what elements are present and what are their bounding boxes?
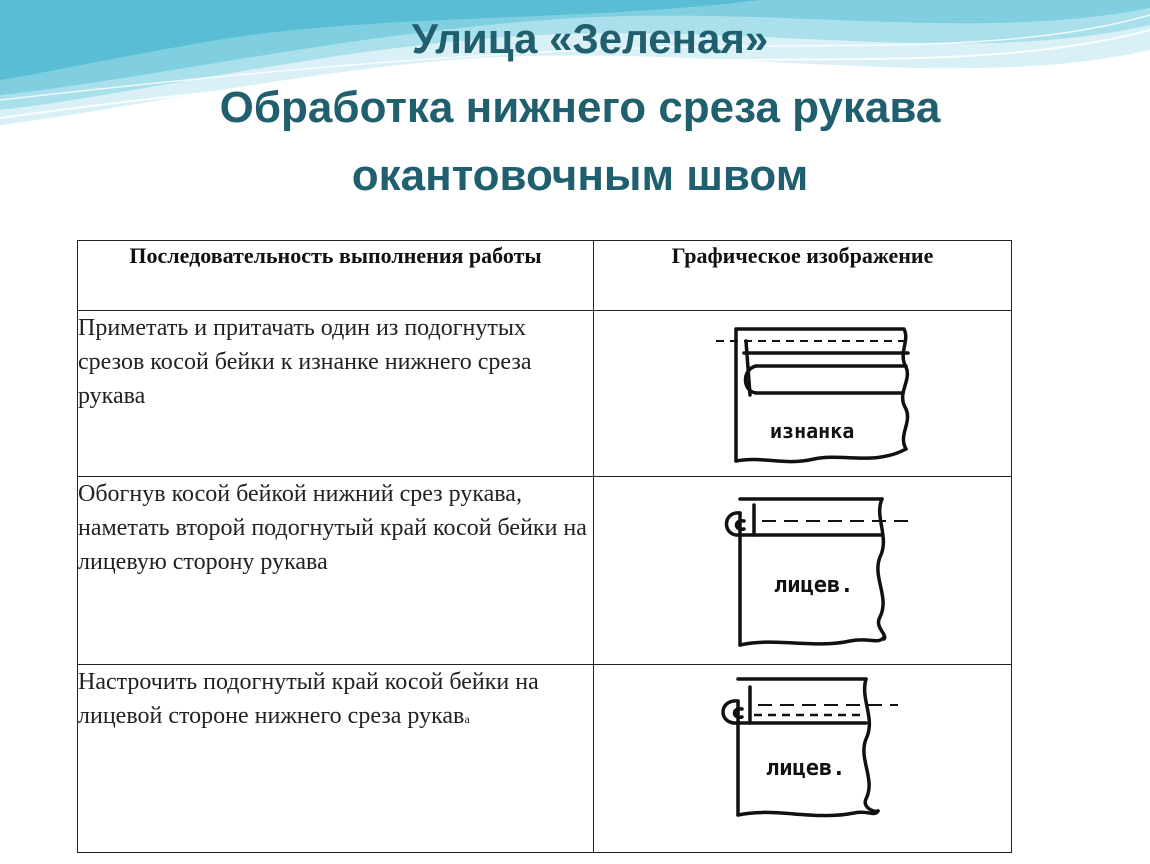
- figure-label-face: лицев.: [774, 573, 854, 598]
- table-row: [78, 311, 1012, 477]
- table-header-row: [78, 241, 1012, 311]
- step-1-text: Приметать и притачать один из подогнутых срезов косой бейки к изнанке нижнего среза рукава: [78, 311, 594, 477]
- header-graphic: Графическое изображение: [594, 241, 1012, 311]
- step-3-text: [78, 665, 594, 853]
- step-2-text: Обогнув косой бейкой нижний срез рукава, наметать второй подогнутый край косой бейки на лицевую сторону рукава: [78, 477, 594, 665]
- step-2-drawing: [594, 477, 1012, 665]
- title-line-1: Улица «Зеленая»: [411, 15, 769, 62]
- title-line-2: Обработка нижнего среза рукава: [219, 83, 941, 132]
- header-sequence: Последовательность выполнения работы: [78, 241, 594, 311]
- table-row: [78, 665, 1012, 853]
- step-1-drawing: [594, 311, 1012, 477]
- table-row: [78, 477, 1012, 665]
- figure-label-face: лицев.: [766, 756, 846, 781]
- step-1-figure: [594, 311, 1012, 477]
- step-3-text-suffix: а: [464, 712, 470, 726]
- title-line-3: окантовочным швом: [351, 151, 809, 200]
- steps-table: [77, 240, 1012, 853]
- figure-label-inside: изнанка: [770, 419, 855, 443]
- step-3-drawing: [594, 665, 1012, 853]
- step-3-text-main: Настрочить подогнутый край косой бейки на лицевой стороне нижнего среза рукав: [78, 669, 539, 729]
- step-2-figure: [594, 477, 1012, 665]
- step-3-figure: [594, 665, 1012, 853]
